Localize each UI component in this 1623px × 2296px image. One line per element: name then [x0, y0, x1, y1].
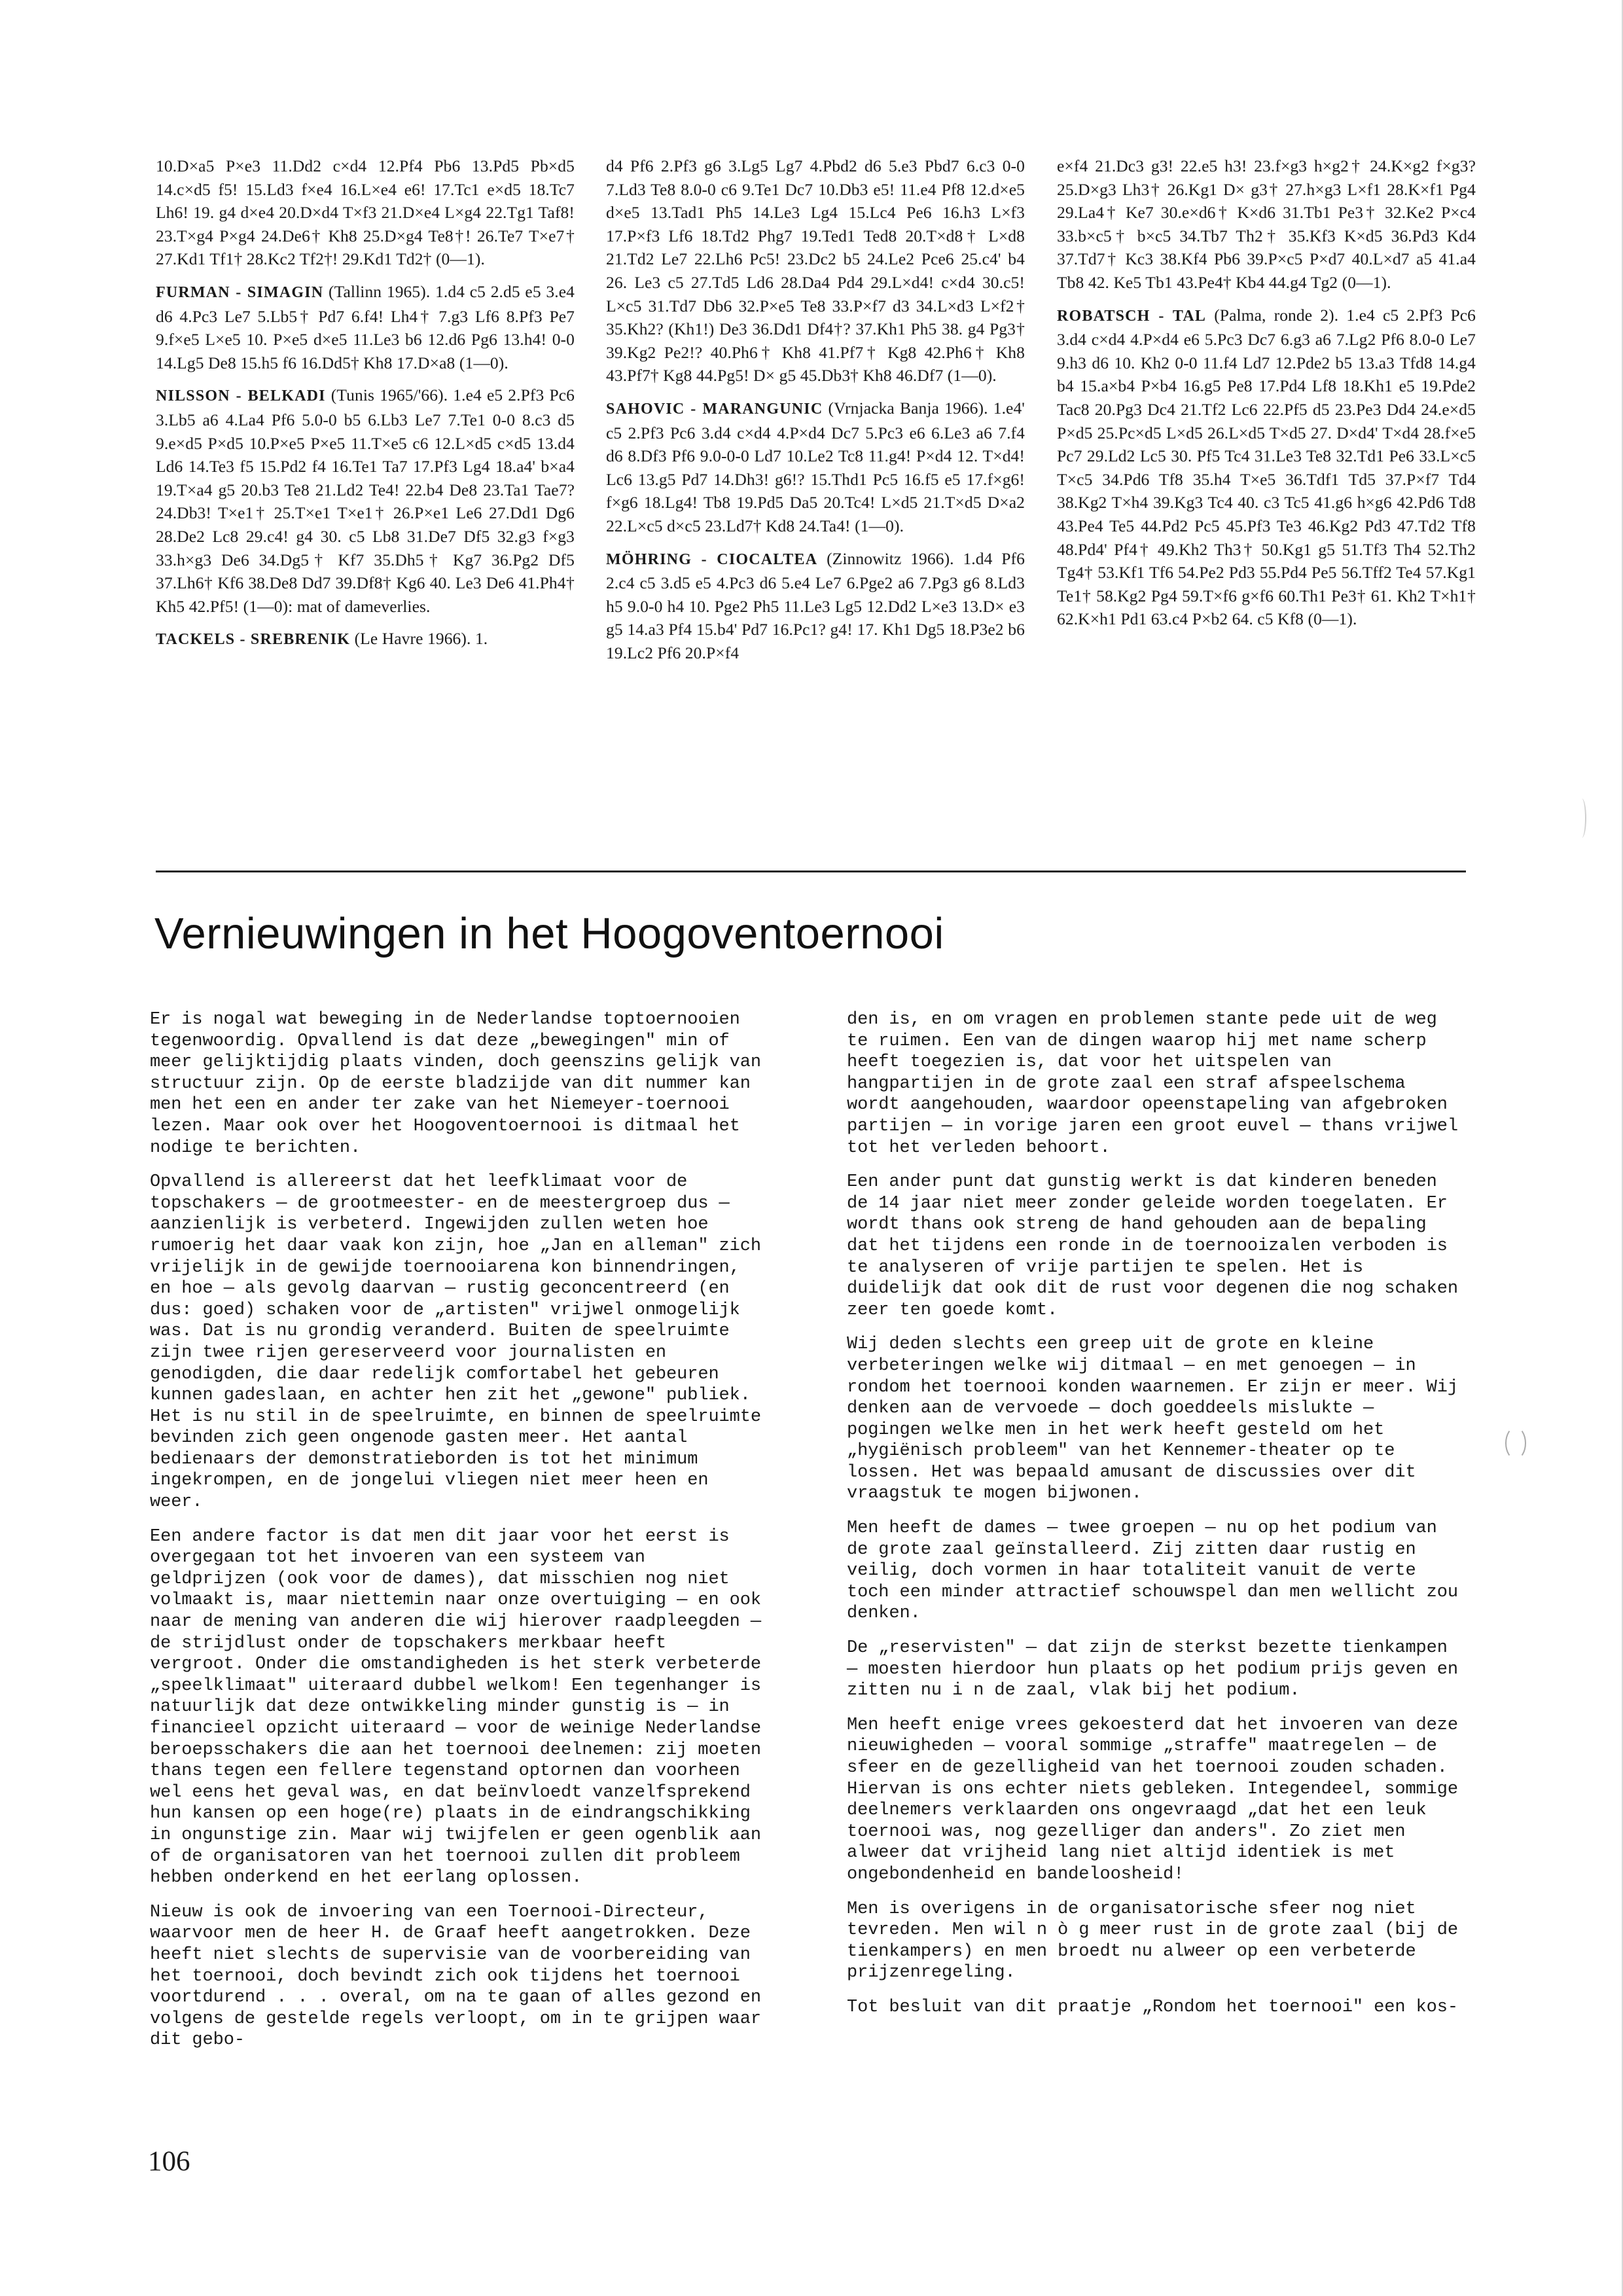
game-moves: e×f4 21.Dc3 g3! 22.e5 h3! 23.f×g3 h×g2† 24.K×g2 f×g3? 25.D×g3 Lh3† 26.Kg1 D× g3† 27.h×g3 L×f1 28.K×f1 Pg4 29.La4† Ke7 30.e×d6† K×d6 31.Tb1 Pe3† 32.Ke2 P×c4 33.b×c5† b×c5 34.Tb7 Th2† 35.Kf3 K×d5 36.Pd3 Kd4 37.Td7† Kc3 38.Kf4 Pb6 39.P×c5 P×d7 40.L×d7 a5 41.a4 Tb8 42. Ke5 Tb1 43.Pe4† Kb4 44.g4 Tg2 (0—1). [1057, 156, 1476, 292]
article-paragraph: Wij deden slechts een greep uit de grote en kleine verbeteringen welke wij ditmaal — en met genoegen — in rondom het toernooi konden waarnemen. Er zijn er meer. Wij denken aan de vervoede — doch goeddeels mislukte — pogingen welke men in het werk heeft gesteld om het „hygiënisch probleem" van het Kennemer-theater op te lossen. Het was bepaald amusant de discussies over dit vraagstuk te mogen bijwonen. [847, 1335, 1458, 1504]
game-players: NILSSON - BELKADI [156, 387, 326, 405]
game-moves: (Zinnowitz 1966). 1.d4 Pf6 2.c4 c5 3.d5 e5 4.Pc3 d6 5.e4 Le7 6.Pge2 a6 7.Pg3 g6 8.Ld3 h5 9.0-0 h4 10. Pge2 Ph5 11.Le3 Lg5 12.Dd2 L×e3 13.D× e3 g5 14.a3 Pf4 15.b4' Pd7 16.Pc1? g4! 17. Kh1 Dg5 18.P3e2 b6 19.Lc2 Pf6 20.P×f4 [606, 548, 1026, 662]
game-moves: d4 Pf6 2.Pf3 g6 3.Lg5 Lg7 4.Pbd2 d6 5.e3 Pbd7 6.c3 0-0 7.Ld3 Te8 8.0-0 c6 9.Te1 Dc7 10.Db3 e5! 11.e4 Pf8 12.d×e5 d×e5 13.Tad1 Ph5 14.Le3 Lg4 15.Lc4 Pe6 16.h3 L×f3 17.P×f3 Lf6 18.Td2 Phg7 19.Ted1 Ted8 20.T×d8† L×d8 21.Td2 Le7 22.Lh6 Pc5! 23.Dc2 b5 24.Le2 Pce6 25.c4' b4 26. Le3 c5 27.Td5 Ld6 28.Da4 Pd4 29.L×d4! c×d4 30.c5! L×c5 31.Td7 Db6 32.P×e5 Te8 33.P×f7 d3 34.L×d3 L×f2† 35.Kh2? (Kh1!) De3 36.Dd1 Df4†? 37.Kh1 Ph5 38. g4 Pg3† 39.Kg2 Pe2!? 40.Ph6† Kh8 41.Pf7† Kg8 42.Ph6† Kh8 43.Pf7† Kg8 44.Pg5! D× g5 45.Db3† Kh8 46.Df7 (1—0). [606, 156, 1025, 386]
article-paragraph: Een ander punt dat gunstig werkt is dat kinderen beneden de 14 jaar niet meer zonder geleide worden toegelaten. Er wordt thans ook streng de hand gehouden aan de bepaling dat het tijdens een ronde in de toernooizalen verboden is te analyseren of vrije partijen te spelen. Het is duidelijk dat ook dit de rust voor degenen die nog schaken zeer ten goede komt. [847, 1172, 1458, 1320]
game-players: SAHOVIC - MARANGUNIC [606, 400, 823, 418]
article-paragraph: Er is nogal wat beweging in de Nederlandse toptoernooien tegenwoordig. Opvallend is dat deze „bewegingen" min of meer gelijktijdig plaats vinden, doch geenszins gelijk van structuur zijn. Op de eerste bladzijde van dit nummer kan men het een en ander ter zake van het Niemeyer-toernooi lezen. Maar ook over het Hoogoventoernooi is ditmaal het nodige te berichten. [150, 1010, 761, 1158]
game-scores-section [156, 154, 1478, 842]
article-paragraph: Tot besluit van dit praatje „Rondom het toernooi" een kos- [847, 1997, 1458, 2017]
article-paragraph: Men is overigens in de organisatorische sfeer nog niet tevreden. Men wil n ò g meer rust in de grote zaal (bij de tienkampers) en men broedt nu alweer op een verbeterde prijzenregeling. [847, 1899, 1458, 1983]
punch-hole-mark [1505, 1427, 1526, 1460]
game-column-3 [1057, 154, 1476, 631]
article-headline: Vernieuwingen in het Hoogoventoernooi [154, 909, 944, 958]
game-entry [156, 280, 575, 374]
game-players: ROBATSCH - TAL [1057, 307, 1207, 325]
article-paragraph: Men heeft de dames — twee groepen — nu op het podium van de grote zaal geïnstalleerd. Zij zitten daar rustig en veilig, doch vormen in haar totaliteit vanuit de verte toch een minder attractief schouwspel dan men wellicht zou denken. [847, 1518, 1458, 1624]
game-moves: (Tallinn 1965). 1.d4 c5 2.d5 e5 3.e4 d6 4.Pc3 Le7 5.Lb5† Pd7 6.f4! Lh4† 7.g3 Lf6 8.Pf3 Pe7 9.f×e5 L×e5 10. P×e5 d×e5 11.Le3 b6 12.d6 Pg6 13.h4! 0-0 14.Lg5 De8 15.h5 f6 16.Dd5† Kh8 17.D×a8 (1—0). [156, 281, 575, 372]
game-entry [1057, 154, 1476, 295]
game-players: TACKELS - SREBRENIK [156, 631, 351, 649]
game-entry [606, 547, 1025, 665]
game-moves: 10.D×a5 P×e3 11.Dd2 c×d4 12.Pf4 Pb6 13.Pd5 Pb×d5 14.c×d5 f5! 15.Ld3 f×e4 16.L×e4 e6! 17.Tc1 e×d5 18.Tc7 Lh6! 19. g4 d×e4 20.D×d4 T×f3 21.D×e4 L×g4 22.Tg1 Taf8! 23.T×g4 P×g4 24.De6† Kh8 25.D×g4 Te8†! 26.Te7 T×e7† 27.Kd1 Tf1† 28.Kc2 Tf2†! 29.Kd1 Td2† (0—1). [156, 156, 575, 269]
game-moves: (Palma, ronde 2). 1.e4 c5 2.Pf3 Pc6 3.d4 c×d4 4.P×d4 e6 5.Pc3 Dc7 6.g3 a6 7.Lg2 Pf6 8.0-0 Le7 9.h3 d6 10. Kh2 0-0 11.f4 Ld7 12.Pde2 b5 13.a3 Tfd8 14.g4 b4 15.a×b4 P×b4 16.g5 Pe8 17.Pd4 Lf8 18.Kh1 e5 19.Pde2 Tac8 20.Pg3 Dc4 21.Tf2 Lc6 22.Pf5 d5 23.Pe3 Dd4 24.e×d5 P×d5 25.Pc×d5 L×d5 26.L×d5 T×d5 27. D×d4' T×d4 28.f×e5 Pc7 29.Ld2 Lc5 30. Pf5 Tc4 31.Le3 Te8 32.Td1 Pe6 33.L×c5 T×c5 34.Pd6 Tf8 35.h4 T×e5 36.Tdf1 Td5 37.P×f7 Td4 38.Kg2 T×h4 39.Kg3 Tc4 40. c3 Tc5 41.g6 h×g6 42.Pd6 Td8 43.Pe4 Te5 44.Pd2 Pc5 45.Pf3 Te3 46.Kg2 Pd3 47.Td2 Tf8 48.Pd4' Pf4† 49.Kh2 Th3† 50.Kg1 g5 51.Tf3 Th4 52.Th2 Tg4† 53.Kf1 Tf6 54.Pe2 Pd3 55.Pd4 Pe5 56.Tff2 Te4 57.Kg1 Te1† 58.Kg2 Pg4 59.T×f6 g×f6 60.Th1 Pe3† 61. Kh2 T×h1† 62.K×h1 Pd1 63.c4 P×b2 64. c5 Kf8 (0—1). [1057, 305, 1476, 629]
article-paragraph: Opvallend is allereerst dat het leefklimaat voor de topschakers — de grootmeester- en de meestergroep dus — aanzienlijk is verbeterd. Ingewijden zullen weten hoe rumoerig het daar vaak kon zijn, hoe „Jan en alleman" zich vrijelijk in de gewijde toernooiarena kon binnendringen, en hoe — als gevolg daarvan — rustig geconcentreerd (en dus: goed) schaken voor de „artisten" vrijwel onmogelijk was. Dat is nu grondig veranderd. Buiten de speelruimte zijn twee rijen gereserveerd voor journalisten en genodigden, die daar redelijk comfortabel het gebeuren kunnen gadeslaan, en achter hen zit het „gewone" publiek. Het is nu stil in de speelruimte, en binnen de speelruimte bevinden zich geen ongenode gasten meer. Het aantal bedienaars der demonstratieborden is tot het minimum ingekrompen, en de jongelui vliegen niet meer heen en weer. [150, 1172, 761, 1513]
game-moves: (Vrnjacka Banja 1966). 1.e4' c5 2.Pf3 Pc6 3.d4 c×d4 4.P×d4 Dc7 5.Pc3 e6 6.Le3 a6 7.f4 d6 8.Df3 Pf6 9.0-0-0 Ld7 10.Le2 Tc8 11.g4! P×d4 12. T×d4! Lc6 13.g5 Pd7 14.Dh3! g6!? 15.Thd1 Pc5 16.f5 e5 17.f×g6! f×g6 18.Lg4! Tb8 19.Pd5 Da5 20.Tc4! L×d5 21.T×d5 D×a2 22.L×c5 d×c5 23.Ld7† Kd8 24.Ta4! (1—0). [606, 398, 1026, 535]
article-paragraph: De „reservisten" — dat zijn de sterkst bezette tienkampen — moesten hierdoor hun plaats op het podium prijs geven en zitten nu i n de zaal, vlak bij het podium. [847, 1638, 1458, 1701]
game-moves: (Tunis 1965/'66). 1.e4 e5 2.Pf3 Pc6 3.Lb5 a6 4.La4 Pf6 5.0-0 b5 6.Lb3 Le7 7.Te1 0-0 8.c3 d5 9.e×d5 P×d5 10.P×e5 P×e5 11.T×e5 c6 12.L×d5 c×d5 13.d4 Ld6 14.Te3 f5 15.Pd2 f4 16.Te1 Ta7 17.Pf3 Lg4 18.a4' b×a4 19.T×a4 g5 20.b3 Te8 21.Ld2 Te4! 22.b4 De8 23.Ta1 Tae7? 24.Db3! T×e1† 25.T×e1 T×e1† 26.P×e1 Le6 27.Dd1 Dg6 28.De2 Lc8 29.c4! g4 30. c5 Lb8 31.De7 Df5 32.g3 f×g3 33.h×g3 De6 34.Dg5† Kf7 35.Dh5† Kg7 36.Pg2 Df5 37.Lh6† Kf6 38.De8 Dd7 39.Df8† Kg6 40. Le3 De6 41.Ph4† Kh5 42.Pf5! (1—0): mat of dameverlies. [156, 386, 575, 616]
section-divider [156, 870, 1466, 872]
article-paragraph: Nieuw is ook de invoering van een Toernooi-Directeur, waarvoor men de heer H. de Graaf heeft aangetrokken. Deze heeft niet slechts de supervisie van de voorbereiding van het toernooi, doch bevindt zich ook tijdens het toernooi voortdurend . . . overal, om na te gaan of alles gezond en volgens de gestelde regels verloopt, om in te grijpen waar dit gebo- [150, 1902, 761, 2051]
game-column-2 [606, 154, 1025, 664]
game-players: MÖHRING - CIOCALTEA [606, 550, 818, 568]
game-entry [156, 384, 575, 618]
article-paragraph: Een andere factor is dat men dit jaar voor het eerst is overgegaan tot het invoeren van een systeem van geldprijzen (ook voor de dames), dat misschien nog niet volmaakt is, maar niettemin naar onze overtuiging — en ook naar de mening van anderen die wij hierover raadpleegden — de strijdlust onder de topschakers merkbaar heeft vergroot. Onder die omstandigheden is het sterk verbeterde „speelklimaat" uiteraard dubbel welkom! Een tegenhanger is natuurlijk dat deze ontwikkeling minder gunstig is — in financieel opzicht uiteraard — voor de weinige Nederlandse beroepsschakers die aan het toernooi deelnemen: zij moeten thans tegen een fellere tegenstand optornen dan voorheen wel eens het geval was, en dat beïnvloedt vanzelfsprekend hun kansen op een hoge(re) plaats in de eindrangschikking in ongunstige zin. Maar wij twijfelen er geen ogenblik aan of de organisatoren van het toernooi zullen dit probleem hebben onderkend en het eerlang oplossen. [150, 1526, 761, 1888]
game-entry [1057, 304, 1476, 631]
scan-edge-mark [1577, 798, 1586, 838]
page-number: 106 [148, 2146, 190, 2177]
game-column-1 [156, 154, 575, 652]
article-paragraph: den is, en om vragen en problemen stante pede uit de weg te ruimen. Een van de dingen waarop hij met name scherp heeft toegezien is, dat voor het uitspelen van hangpartijen in de grote zaal een straf afspeelschema wordt aangehouden, waardoor opeenstapeling van afgebroken partijen — in vorige jaren een groot euvel — thans vrijwel tot het verleden behoort. [847, 1010, 1458, 1158]
game-players: FURMAN - SIMAGIN [156, 283, 324, 301]
game-entry [156, 154, 575, 271]
article-column-1 [150, 1009, 772, 2064]
game-moves: (Le Havre 1966). 1. [354, 629, 488, 649]
article-column-2 [847, 1009, 1469, 2032]
game-entry [606, 154, 1025, 387]
article-paragraph: Men heeft enige vrees gekoesterd dat het invoeren van deze nieuwigheden — vooral sommige „straffe" maatregelen — de sfeer en de gezelligheid van het toernooi zouden schaden. Hiervan is ons echter niets gebleken. Integendeel, sommige deelnemers verklaarden ons ongevraagd „dat het een leuk toernooi was, nog gezelliger dan anders". Zo ziet men alweer dat vrijheid lang niet altijd identiek is met ongebondenheid en bandeloosheid! [847, 1715, 1458, 1884]
game-entry [156, 627, 575, 652]
game-entry [606, 397, 1025, 538]
